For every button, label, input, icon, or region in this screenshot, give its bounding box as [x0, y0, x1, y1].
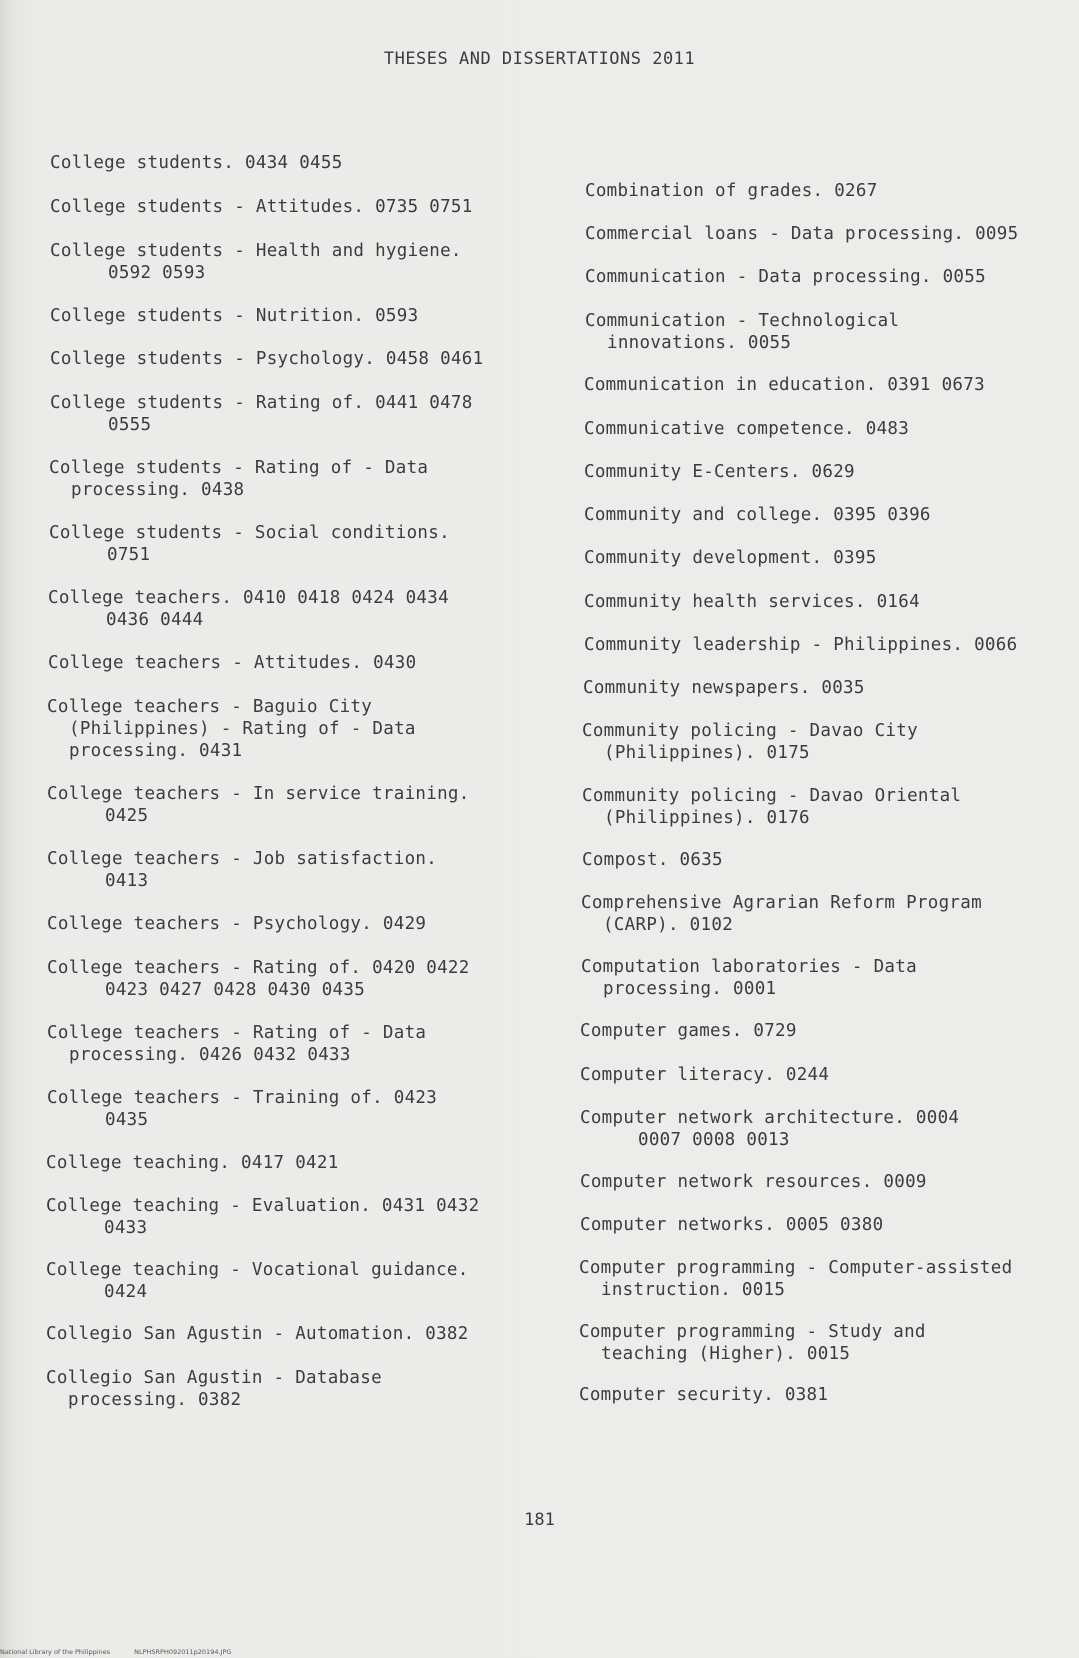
footer-library: National Library of the Philippines — [0, 1648, 111, 1656]
entry-heading: Community development. 0395 — [584, 548, 877, 568]
index-entry — [580, 1064, 829, 1086]
index-entry — [581, 892, 982, 936]
index-entry — [585, 223, 1018, 245]
index-entry — [47, 783, 470, 827]
index-entry — [584, 504, 931, 526]
entry-heading: College teaching - Evaluation. 0431 0432 — [46, 1196, 480, 1216]
index-entry — [50, 392, 473, 436]
index-entry — [584, 461, 855, 483]
entry-heading: Computer literacy. 0244 — [580, 1065, 830, 1085]
entry-heading: College students. 0434 0455 — [50, 153, 343, 173]
index-entry — [585, 266, 986, 288]
entry-heading: College students - Health and hygiene. — [50, 241, 462, 261]
entry-heading: College teachers - Baguio City — [47, 697, 373, 717]
entry-continuation: processing. 0431 — [69, 741, 243, 761]
entry-heading: Computer programming - Study and — [579, 1322, 926, 1342]
footer-file: NLPHSRPH092011p20194.JPG — [134, 1648, 232, 1656]
entry-heading: College students - Rating of. 0441 0478 — [50, 393, 473, 413]
entry-continuation: 0424 — [104, 1282, 148, 1302]
page-number: 181 — [524, 1510, 555, 1530]
scan-footer — [0, 1648, 253, 1656]
index-entry — [47, 957, 470, 1001]
entry-heading: Computer games. 0729 — [580, 1021, 797, 1041]
index-entry — [50, 196, 473, 218]
entry-heading: Computation laboratories - Data — [581, 957, 917, 977]
entry-continuation: 0751 — [107, 545, 151, 565]
entry-heading: Communication - Data processing. 0055 — [585, 267, 986, 287]
entry-heading: Communication in education. 0391 0673 — [584, 375, 985, 395]
index-entry — [49, 457, 428, 501]
entry-heading: Computer networks. 0005 0380 — [580, 1215, 884, 1235]
entry-heading: College students - Social conditions. — [49, 523, 450, 543]
entry-heading: College students - Rating of - Data — [49, 458, 429, 478]
entry-heading: College students - Attitudes. 0735 0751 — [50, 197, 473, 217]
entry-heading: Community and college. 0395 0396 — [584, 505, 931, 525]
entry-continuation: 0436 0444 — [106, 610, 204, 630]
page-header: THESES AND DISSERTATIONS 2011 — [383, 49, 696, 69]
entry-heading: Community leadership - Philippines. 0066 — [584, 635, 1018, 655]
entry-heading: College teachers - Job satisfaction. — [47, 849, 438, 869]
entry-heading: Collegio San Agustin - Automation. 0382 — [46, 1324, 469, 1344]
entry-continuation: processing. 0438 — [71, 480, 245, 500]
entry-heading: Community policing - Davao Oriental — [582, 786, 962, 806]
index-entry — [47, 1022, 426, 1066]
index-entry — [585, 310, 899, 354]
entry-heading: Communicative competence. 0483 — [584, 419, 910, 439]
index-entry — [47, 848, 437, 892]
index-entry — [46, 1367, 382, 1411]
entry-heading: Computer network resources. 0009 — [580, 1172, 927, 1192]
index-entry — [582, 849, 723, 871]
index-entry — [48, 587, 449, 631]
index-entry — [579, 1321, 926, 1365]
entry-continuation: 0435 — [105, 1110, 149, 1130]
entry-heading: Community health services. 0164 — [584, 592, 920, 612]
index-entry — [585, 180, 878, 202]
entry-heading: College teachers - Rating of - Data — [47, 1023, 427, 1043]
index-entry — [583, 677, 865, 699]
index-entry — [584, 374, 985, 396]
index-entry — [579, 1257, 1012, 1301]
entry-heading: Community newspapers. 0035 — [583, 678, 865, 698]
index-entry — [49, 522, 450, 566]
index-entry — [47, 696, 416, 762]
entry-heading: Computer programming - Computer-assisted — [579, 1258, 1013, 1278]
entry-heading: Commercial loans - Data processing. 0095 — [585, 224, 1019, 244]
index-entry — [580, 1214, 883, 1236]
index-entry — [50, 305, 418, 327]
entry-continuation: 0413 — [105, 871, 149, 891]
index-entry — [584, 634, 1017, 656]
index-entry — [584, 591, 920, 613]
entry-continuation: (Philippines). 0175 — [604, 743, 810, 763]
index-entry — [47, 1087, 437, 1131]
entry-heading: College teaching - Vocational guidance. — [46, 1260, 469, 1280]
entry-continuation: processing. 0001 — [603, 979, 777, 999]
index-entry — [580, 1020, 797, 1042]
index-entry — [584, 547, 877, 569]
index-entry — [46, 1195, 479, 1239]
index-entry — [50, 348, 483, 370]
entry-heading: College teaching. 0417 0421 — [46, 1153, 339, 1173]
entry-heading: Collegio San Agustin - Database — [46, 1368, 382, 1388]
entry-continuation: 0555 — [108, 415, 152, 435]
entry-continuation: (Philippines). 0176 — [604, 808, 810, 828]
index-entry — [582, 720, 918, 764]
index-entry — [580, 1107, 959, 1151]
entry-heading: Combination of grades. 0267 — [585, 181, 878, 201]
index-entry — [50, 240, 462, 284]
index-entry — [579, 1384, 828, 1406]
entry-heading: College teachers - Attitudes. 0430 — [48, 653, 417, 673]
index-entry — [582, 785, 961, 829]
index-entry — [47, 913, 426, 935]
index-entry — [48, 652, 416, 674]
entry-continuation: processing. 0426 0432 0433 — [69, 1045, 351, 1065]
index-entry — [580, 1171, 927, 1193]
entry-continuation: 0433 — [104, 1218, 148, 1238]
entry-continuation: innovations. 0055 — [607, 333, 792, 353]
entry-heading: Computer security. 0381 — [579, 1385, 829, 1405]
entry-heading: College teachers - In service training. — [47, 784, 470, 804]
entry-heading: College students - Nutrition. 0593 — [50, 306, 419, 326]
index-entry — [581, 956, 917, 1000]
entry-heading: College students - Psychology. 0458 0461 — [50, 349, 484, 369]
entry-continuation: processing. 0382 — [68, 1390, 242, 1410]
entry-heading: College teachers. 0410 0418 0424 0434 — [48, 588, 449, 608]
entry-heading: College teachers - Training of. 0423 — [47, 1088, 438, 1108]
entry-continuation: 0592 0593 — [108, 263, 206, 283]
entry-continuation: 0425 — [105, 806, 149, 826]
entry-heading: Computer network architecture. 0004 — [580, 1108, 960, 1128]
index-entry — [46, 1152, 339, 1174]
entry-heading: College teachers - Psychology. 0429 — [47, 914, 427, 934]
entry-continuation: 0423 0427 0428 0430 0435 — [105, 980, 366, 1000]
entry-heading: College teachers - Rating of. 0420 0422 — [47, 958, 470, 978]
entry-continuation: 0007 0008 0013 — [638, 1130, 790, 1150]
entry-heading: Communication - Technological — [585, 311, 900, 331]
entry-heading: Comprehensive Agrarian Reform Program — [581, 893, 982, 913]
entry-heading: Compost. 0635 — [582, 850, 723, 870]
index-entry — [46, 1323, 469, 1345]
entry-continuation: teaching (Higher). 0015 — [601, 1344, 851, 1364]
index-entry — [50, 152, 343, 174]
entry-continuation: instruction. 0015 — [601, 1280, 786, 1300]
entry-continuation: (CARP). 0102 — [603, 915, 734, 935]
index-entry — [584, 418, 909, 440]
entry-continuation: (Philippines) - Rating of - Data — [69, 719, 416, 739]
index-entry — [46, 1259, 469, 1303]
entry-heading: Community E-Centers. 0629 — [584, 462, 855, 482]
entry-heading: Community policing - Davao City — [582, 721, 918, 741]
